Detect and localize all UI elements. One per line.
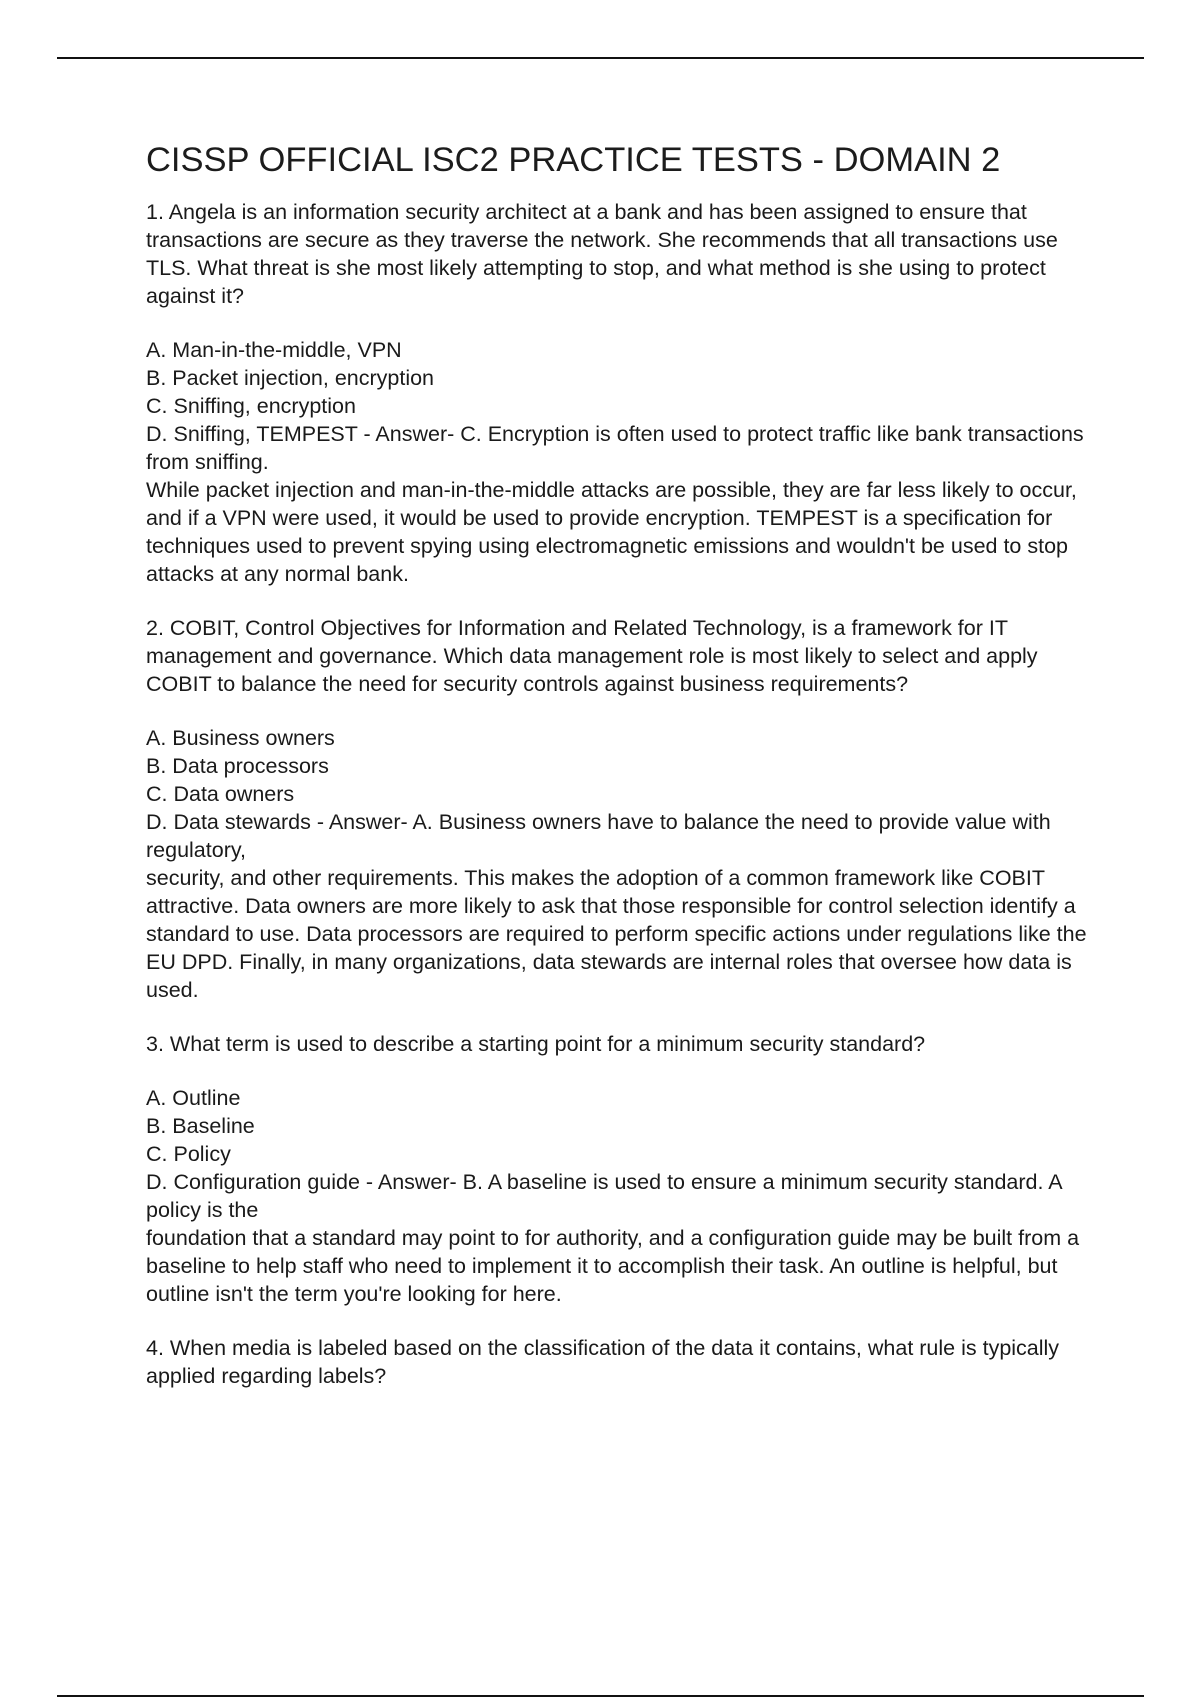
question-3-explanation: foundation that a standard may point to for authority, and a configuration guide may be built from a baseline to help staff who need to implement it to accomplish their task. An outline is helpful, but outline isn't the term you're looking for here. bbox=[146, 1226, 1080, 1306]
document-body bbox=[146, 140, 1106, 1416]
question-1-option-c: C. Sniffing, encryption bbox=[146, 394, 356, 418]
question-2-option-a: A. Business owners bbox=[146, 726, 335, 750]
question-2-option-c: C. Data owners bbox=[146, 782, 295, 806]
question-3-option-d-answer: D. Configuration guide - Answer- B. A baseline is used to ensure a minimum security standard. A policy is the bbox=[146, 1170, 1062, 1222]
question-2-options bbox=[146, 724, 1106, 1004]
question-2-option-d-answer: D. Data stewards - Answer- A. Business owners have to balance the need to provide value with regulatory, bbox=[146, 810, 1051, 862]
question-3-prompt: 3. What term is used to describe a starting point for a minimum security standard? bbox=[146, 1032, 926, 1056]
document-title: CISSP OFFICIAL ISC2 PRACTICE TESTS - DOMAIN 2 bbox=[146, 141, 1001, 179]
question-1-option-d-answer: D. Sniffing, TEMPEST - Answer- C. Encryption is often used to protect traffic like bank transactions from sniffing. bbox=[146, 422, 1084, 474]
question-1-explanation: While packet injection and man-in-the-middle attacks are possible, they are far less likely to occur, and if a VPN were used, it would be used to provide encryption. TEMPEST is a specification for techniques used to prevent spying using electromagnetic emissions and wouldn't be used to stop attacks at any normal bank. bbox=[146, 478, 1077, 586]
question-1-options bbox=[146, 336, 1106, 588]
question-3-option-b: B. Baseline bbox=[146, 1114, 255, 1138]
question-3-options bbox=[146, 1084, 1106, 1308]
question-2-explanation: security, and other requirements. This makes the adoption of a common framework like COBIT attractive. Data owners are more likely to ask that those responsible for control selection identify a standard to use. Data processors are required to perform specific actions under regulations like the EU DPD. Finally, in many organizations, data stewards are internal roles that oversee how data is used. bbox=[146, 866, 1087, 1002]
question-2-prompt: 2. COBIT, Control Objectives for Information and Related Technology, is a framework for IT management and governance. Which data management role is most likely to select and apply COBIT to balance the need for security controls against business requirements? bbox=[146, 616, 1038, 696]
question-3-option-a: A. Outline bbox=[146, 1086, 241, 1110]
question-4-prompt: 4. When media is labeled based on the classification of the data it contains, what rule is typically applied regarding labels? bbox=[146, 1336, 1060, 1388]
question-1-prompt: 1. Angela is an information security architect at a bank and has been assigned to ensure that transactions are secure as they traverse the network. She recommends that all transactions use TLS. What threat is she most likely attempting to stop, and what method is she using to protect against it? bbox=[146, 200, 1058, 308]
question-1-option-a: A. Man-in-the-middle, VPN bbox=[146, 338, 402, 362]
top-rule bbox=[57, 57, 1144, 59]
question-1-option-b: B. Packet injection, encryption bbox=[146, 366, 435, 390]
question-3-option-c: C. Policy bbox=[146, 1142, 231, 1166]
bottom-rule bbox=[57, 1695, 1144, 1697]
question-2-option-b: B. Data processors bbox=[146, 754, 329, 778]
